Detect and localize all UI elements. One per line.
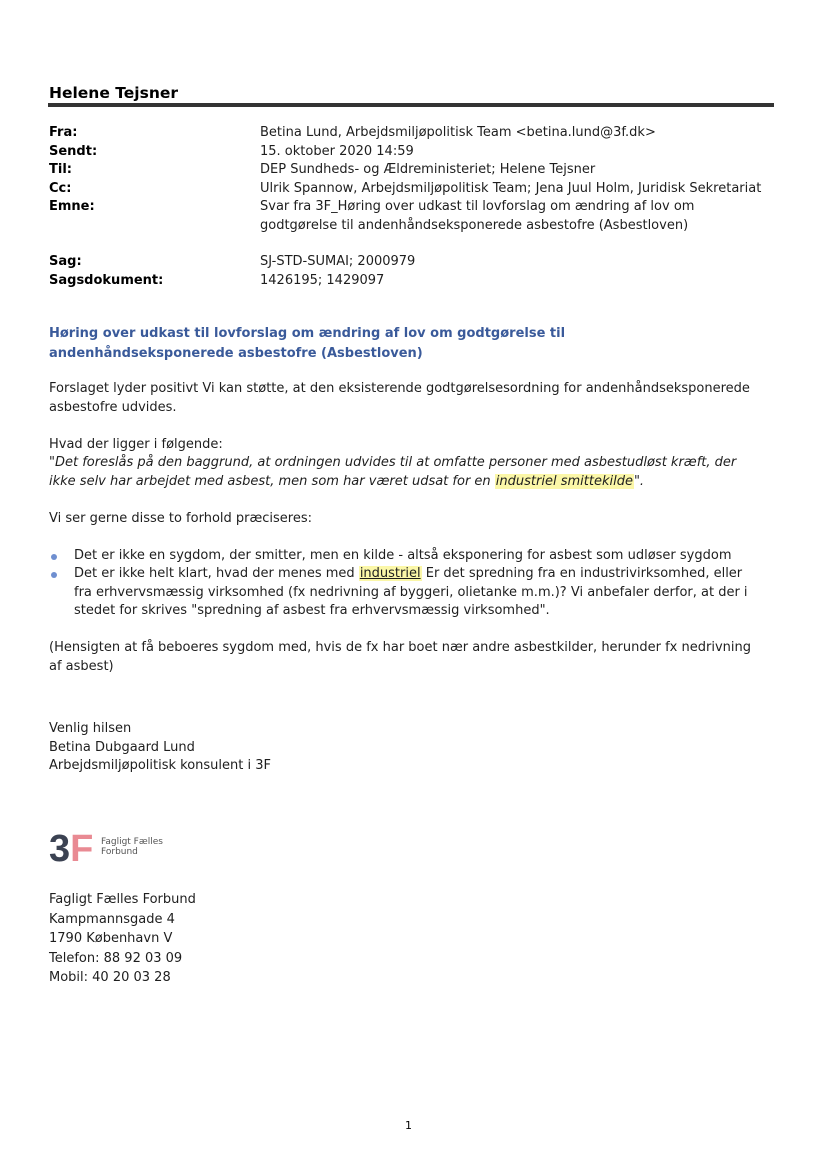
cc-row [49,180,769,199]
address-phone: Telefon: 88 92 03 09 [49,950,183,966]
signature-greeting: Venlig hilsen [49,721,132,736]
case-row [49,253,769,272]
quote-end: ". [633,473,645,489]
email-body [49,380,759,695]
address-mobile: Mobil: 40 20 03 28 [49,970,171,985]
bullet-dot-icon [51,554,57,560]
subject-row [49,198,769,235]
quote-intro: Hvad der ligger i følgende: [49,436,223,452]
address-block [49,890,196,988]
case-document-value: 1426195; 1429097 [260,272,385,288]
address-org: Fagligt Fælles Forbund [49,892,196,907]
quote-text [49,455,736,489]
quote-highlight: industriel smittekilde [495,473,633,489]
email-header [49,124,769,290]
address-city: 1790 København V [49,931,173,946]
mailbox-owner-name: Helene Tejsner [49,84,179,102]
paragraph-clarify: Vi ser gerne disse to forhold præciseres: [49,510,312,526]
bullet-dot-icon [51,572,57,578]
case-label: Sag: [49,254,82,269]
header-divider [48,103,774,107]
bullet-2-end: Er det spredning fra en industrivirksomhed, eller fra erhvervsmæssig virksomhed (fx nedrivning af byggeri, olietanke m.m.)? Vi anbefaler derfor, at der i stedet for skrives "spredning af asbest fra erhvervsmæssig virksomhed". [74,566,748,618]
list-item [49,547,759,566]
header-spacer [49,235,769,253]
3f-logo-mark-icon [49,828,97,866]
signature-title: Arbejdsmiljøpolitisk konsulent i 3F [49,758,271,773]
cc-label: Cc: [49,180,72,196]
paragraph-positive: Forslaget lyder positivt Vi kan støtte, at den eksisterende godtgørelsesordning for andenhåndseksponerede asbestofre udvides. [49,381,750,415]
subject-value: Svar fra 3F_Høring over udkast til lovforslag om ændring af lov om godtgørelse til andenhåndseksponerede asbestofre (Asbestloven) [260,199,695,233]
from-label: Fra: [49,125,78,140]
to-label: Til: [49,162,72,177]
logo-wordmark [101,837,163,857]
to-value: DEP Sundheds- og Ældreministeriet; Helene Tejsner [260,162,596,177]
bullet-2-start: Det er ikke helt klart, hvad der menes med [74,566,359,581]
to-row [49,161,769,180]
bullet-1-text: Det er ikke en sygdom, der smitter, men en kilde - altså eksponering for asbest som udløser sygdom [74,547,732,563]
subject-label: Emne: [49,199,95,214]
body-heading: Høring over udkast til lovforslag om ændring af lov om godtgørelse til andenhåndseksponerede asbestofre (Asbestloven) [49,326,566,361]
bullet-list [49,547,759,621]
3f-logo [49,828,163,866]
sent-label: Sendt: [49,143,98,159]
signature-block [49,720,271,776]
list-item [49,565,759,621]
page-number: 1 [405,1119,412,1132]
from-value: Betina Lund, Arbejdsmiljøpolitisk Team <betina.lund@3f.dk> [260,125,656,140]
signature-name: Betina Dubgaard Lund [49,739,195,755]
sent-value: 15. oktober 2020 14:59 [260,143,414,159]
logo-line-2: Forbund [101,847,138,857]
case-document-row [49,272,769,291]
quote-start: "Det foreslås på den baggrund, at ordningen udvides til at omfatte personer med asbestudløst kræft, der ikke selv har arbejdet med asbest, men som har været udsat for en [49,455,737,489]
from-row [49,124,769,143]
logo-line-1: Fagligt Fælles [101,837,163,847]
sent-row [49,143,769,162]
case-document-label: Sagsdokument: [49,272,164,288]
logo-digit: 3F [49,828,94,866]
bullet-2-highlight: industriel [359,566,421,581]
case-value: SJ-STD-SUMAI; 2000979 [260,254,416,269]
address-street: Kampmannsgade 4 [49,911,175,927]
paragraph-intent: (Hensigten at få beboeres sygdom med, hvis de fx har boet nær andre asbestkilder, herunder fx nedrivning af asbest) [49,640,751,674]
paragraph-quote [49,436,759,492]
cc-value: Ulrik Spannow, Arbejdsmiljøpolitisk Team; Jena Juul Holm, Juridisk Sekretariat [260,180,762,196]
